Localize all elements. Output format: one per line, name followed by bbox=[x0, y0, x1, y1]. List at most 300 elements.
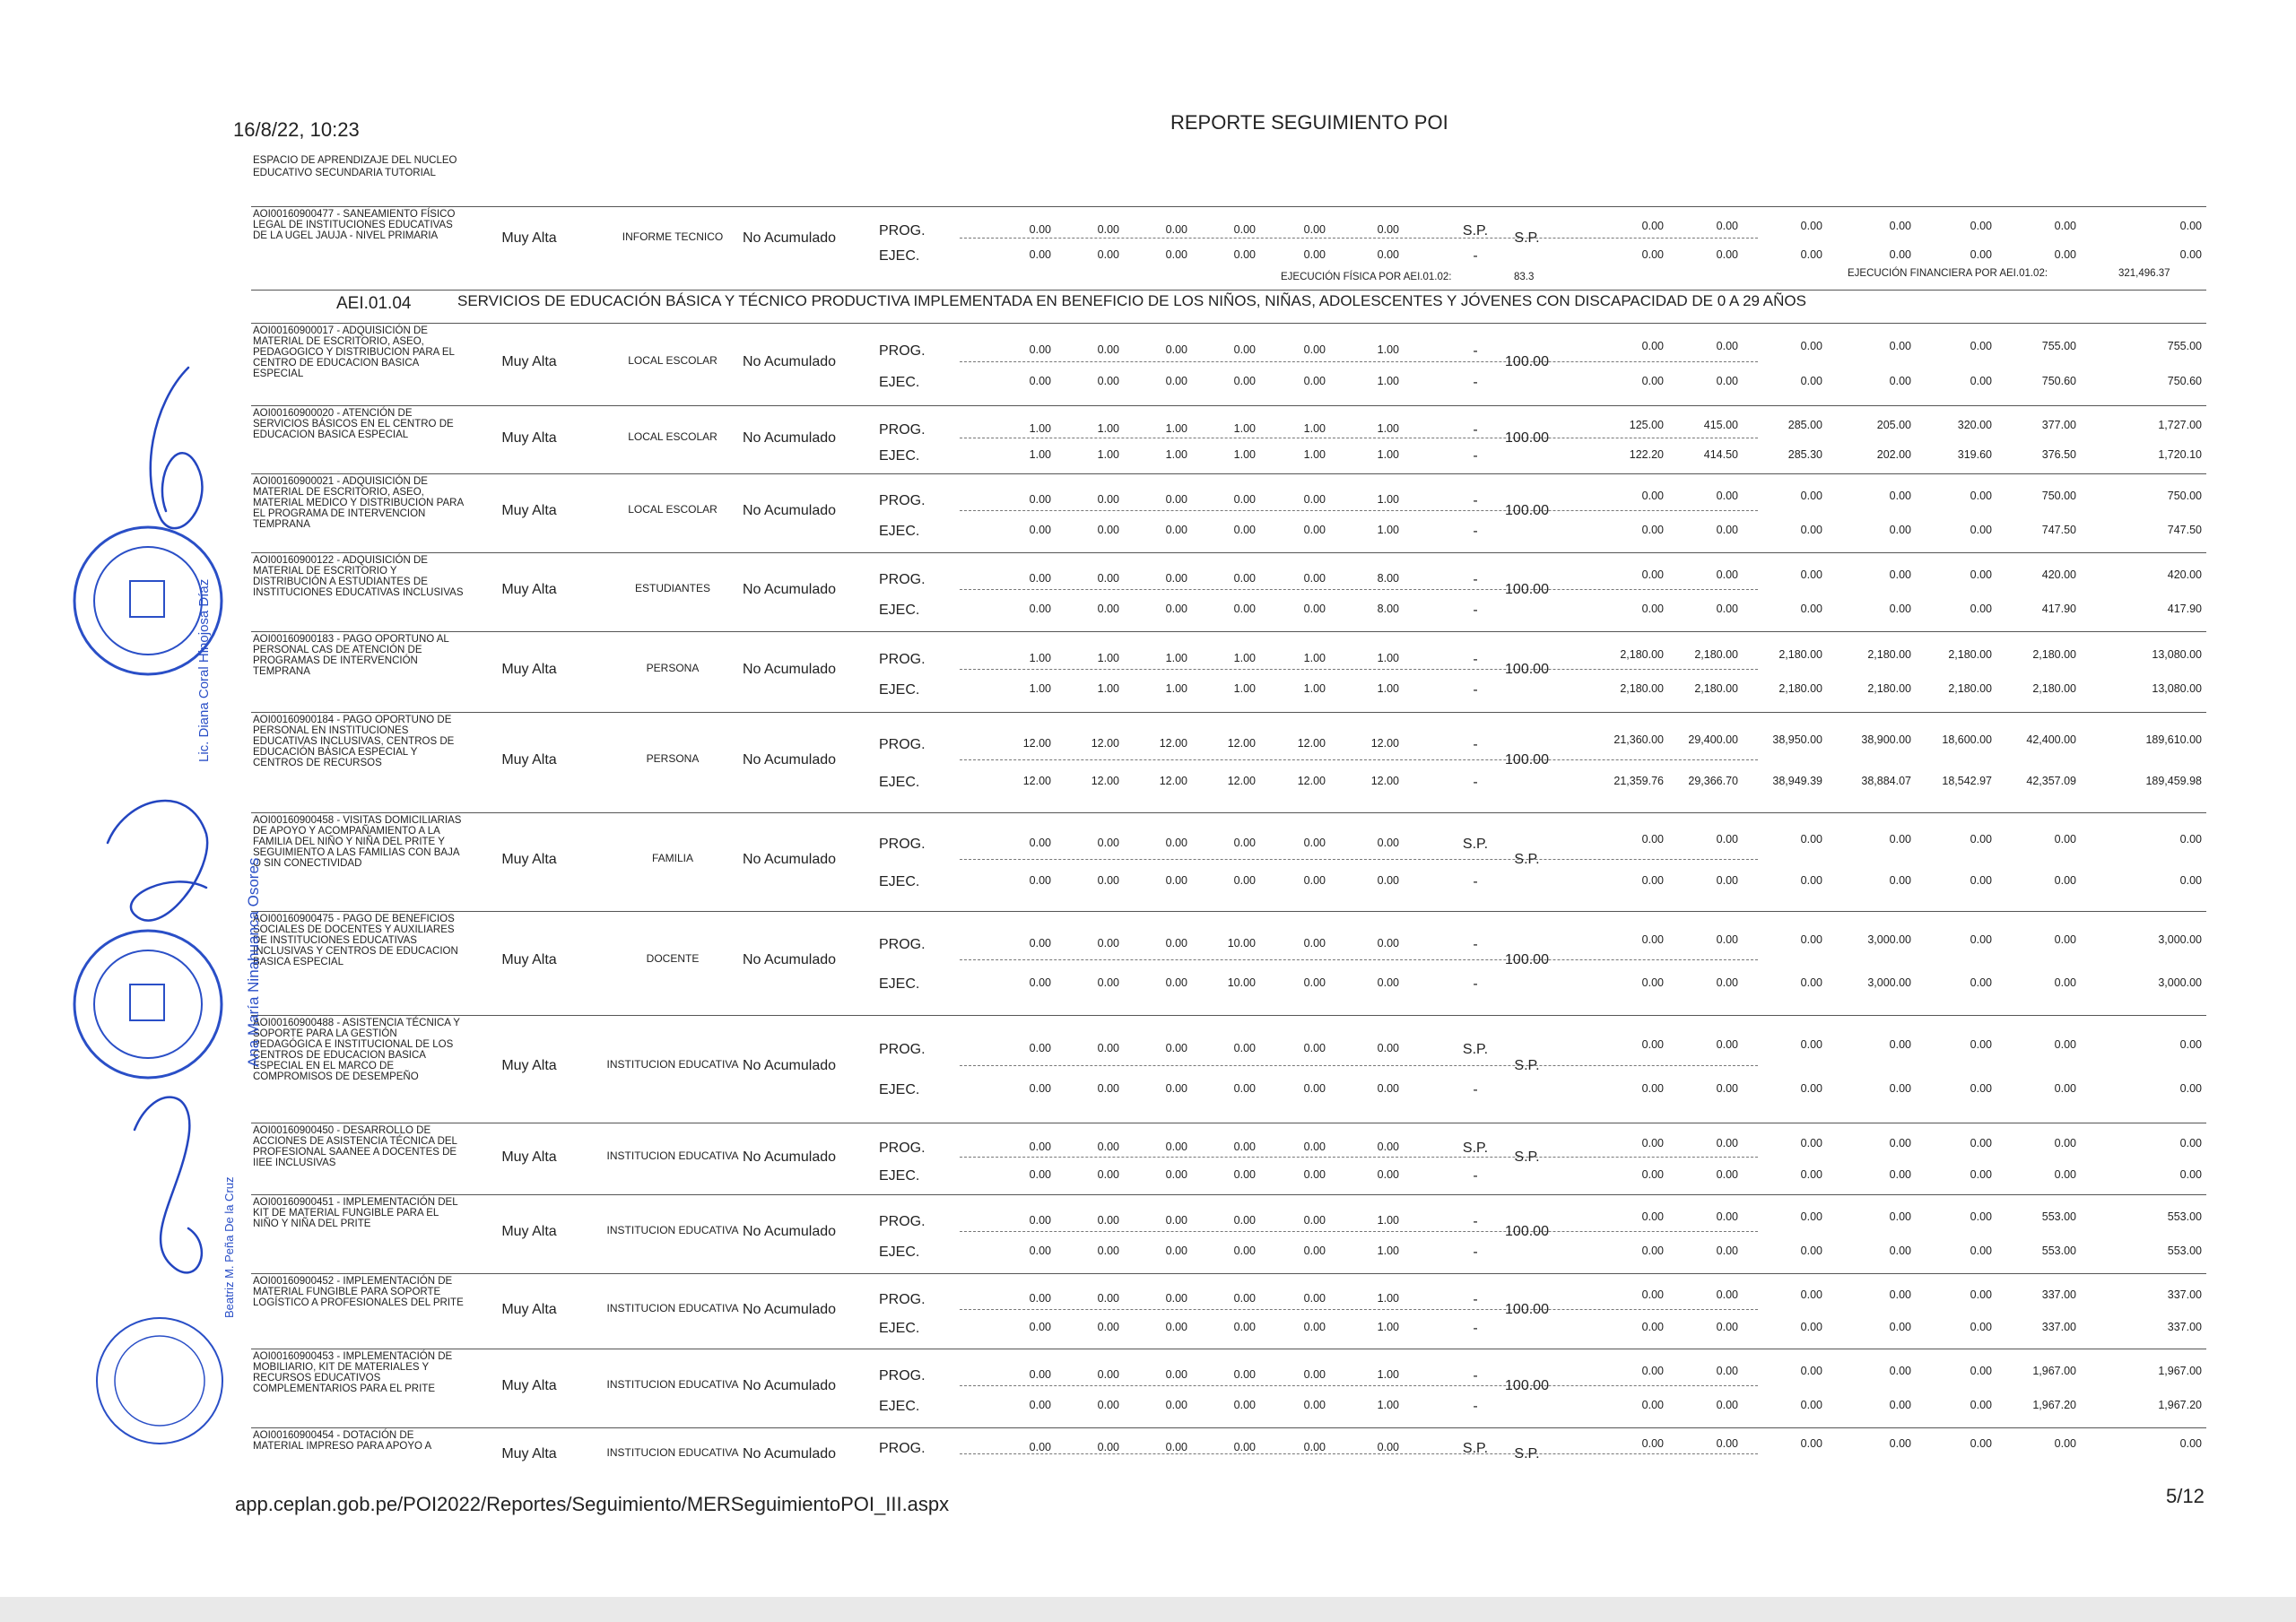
fin-prog-value: 38,950.00 bbox=[1772, 733, 1822, 746]
avance: S.P. bbox=[1514, 230, 1540, 246]
dashed-separator bbox=[960, 959, 1758, 960]
fin-ejec-value: 0.00 bbox=[1641, 1168, 1664, 1181]
prog-value: 0.00 bbox=[1303, 937, 1326, 950]
fin-prog-value: 125.00 bbox=[1629, 419, 1664, 431]
activity-row bbox=[251, 206, 2206, 273]
prog-value: 0.00 bbox=[1029, 1368, 1051, 1381]
fin-prog-value: 320.00 bbox=[1957, 419, 1992, 431]
prog-value: 0.00 bbox=[1165, 1214, 1187, 1227]
ejec-value: 0.00 bbox=[1233, 248, 1256, 261]
dashed-separator bbox=[960, 1065, 1758, 1066]
fin-ejec-value: 0.00 bbox=[1716, 976, 1738, 989]
prog-value: 0.00 bbox=[1165, 1141, 1187, 1153]
priority: Muy Alta bbox=[501, 230, 557, 246]
ejec-flag: - bbox=[1473, 1321, 1478, 1336]
prog-value: 0.00 bbox=[1377, 837, 1399, 849]
activity-code: AOI00160900454 - DOTACIÓN DE MATERIAL IMPRESO PARA APOYO A bbox=[253, 1430, 432, 1452]
ejec-value: 0.00 bbox=[1029, 874, 1051, 887]
fin-prog-value: 0.00 bbox=[1889, 833, 1911, 846]
meta-flag: - bbox=[1473, 652, 1478, 667]
fin-prog-value: 337.00 bbox=[2167, 1288, 2202, 1301]
prog-value: 0.00 bbox=[1377, 937, 1399, 950]
fin-prog-value: 0.00 bbox=[1716, 1038, 1738, 1051]
fin-ejec-value: 0.00 bbox=[2054, 248, 2076, 261]
avance: 100.00 bbox=[1505, 1378, 1549, 1393]
fin-ejec-value: 0.00 bbox=[1641, 1321, 1664, 1333]
prog-value: 0.00 bbox=[1233, 493, 1256, 506]
ejec-value: 1.00 bbox=[1233, 448, 1256, 461]
fin-prog-value: 420.00 bbox=[2167, 568, 2202, 581]
fin-prog-value: 0.00 bbox=[1970, 220, 1992, 232]
prog-value: 0.00 bbox=[1029, 1441, 1051, 1453]
unit-of-measure: LOCAL ESCOLAR bbox=[628, 354, 718, 367]
fin-prog-value: 2,180.00 bbox=[1779, 648, 1822, 661]
fin-ejec-value: 417.90 bbox=[2041, 603, 2076, 615]
fin-ejec-value: 0.00 bbox=[1800, 603, 1822, 615]
fin-ejec-value: 0.00 bbox=[1970, 976, 1992, 989]
fin-ejec-value: 0.00 bbox=[1970, 603, 1992, 615]
ejec-value: 0.00 bbox=[1303, 1321, 1326, 1333]
activity-row bbox=[251, 1015, 2206, 1123]
prog-value: 0.00 bbox=[1097, 493, 1119, 506]
priority: Muy Alta bbox=[501, 852, 557, 867]
fin-ejec-value: 0.00 bbox=[1641, 1399, 1664, 1411]
prog-value: 0.00 bbox=[1233, 837, 1256, 849]
prog-value: 0.00 bbox=[1165, 937, 1187, 950]
ejec-value: 0.00 bbox=[1165, 1168, 1187, 1181]
activity-code: AOI00160900475 - PAGO DE BENEFICIOS SOCIALES DE DOCENTES Y AUXILIARES DE INSTITUCIONES EDUCATIVAS INCLUSIVAS Y CENTROS DE EDUCACION BASICA ESPECIAL bbox=[253, 914, 458, 967]
ejec-value: 0.00 bbox=[1097, 603, 1119, 615]
ejec-label: EJEC. bbox=[879, 775, 920, 790]
ejec-value: 1.00 bbox=[1029, 682, 1051, 695]
activity-row bbox=[251, 323, 2206, 406]
fin-prog-value: 0.00 bbox=[2054, 1038, 2076, 1051]
priority: Muy Alta bbox=[501, 752, 557, 768]
fin-prog-value: 0.00 bbox=[1970, 1365, 1992, 1377]
ejec-flag: - bbox=[1473, 1082, 1478, 1097]
fin-ejec-value: 2,180.00 bbox=[1867, 682, 1911, 695]
fin-prog-value: 0.00 bbox=[1889, 1437, 1911, 1450]
activity-row bbox=[251, 1194, 2206, 1274]
prog-value: 1.00 bbox=[1303, 422, 1326, 435]
fin-ejec-value: 1,967.20 bbox=[2032, 1399, 2076, 1411]
activity-row bbox=[251, 1427, 2206, 1482]
activity-code: AOI00160900021 - ADQUISICIÓN DE MATERIAL DE ESCRITORIO, ASEO, MATERIAL MEDICO Y DISTRIBUCION PARA EL PROGRAMA DE INTERVENCION TEMPRANA bbox=[253, 476, 464, 530]
unit-of-measure: INSTITUCION EDUCATIVA bbox=[606, 1378, 739, 1391]
report-datetime: 16/8/22, 10:23 bbox=[233, 118, 360, 141]
fin-ejec-value: 21,359.76 bbox=[1613, 775, 1664, 787]
seal-3-outer bbox=[97, 1318, 222, 1444]
prog-value: 0.00 bbox=[1165, 1042, 1187, 1054]
fin-prog-value: 1,967.00 bbox=[2158, 1365, 2202, 1377]
fin-ejec-value: 0.00 bbox=[1800, 1245, 1822, 1257]
fin-ejec-value: 0.00 bbox=[1889, 1168, 1911, 1181]
fin-ejec-value: 376.50 bbox=[2041, 448, 2076, 461]
fin-prog-value: 0.00 bbox=[2179, 1038, 2202, 1051]
prog-value: 0.00 bbox=[1097, 1141, 1119, 1153]
prog-value: 0.00 bbox=[1303, 1292, 1326, 1305]
fin-prog-value: 750.00 bbox=[2041, 490, 2076, 502]
prog-value: 0.00 bbox=[1097, 343, 1119, 356]
ejec-value: 0.00 bbox=[1303, 1082, 1326, 1095]
prog-value: 0.00 bbox=[1029, 837, 1051, 849]
ejec-label: EJEC. bbox=[879, 1168, 920, 1184]
ejec-value: 0.00 bbox=[1165, 375, 1187, 387]
ejec-label: EJEC. bbox=[879, 976, 920, 992]
ejec-value: 0.00 bbox=[1097, 1399, 1119, 1411]
ejec-value: 0.00 bbox=[1165, 1321, 1187, 1333]
meta-flag: - bbox=[1473, 1214, 1478, 1229]
ejec-value: 0.00 bbox=[1233, 375, 1256, 387]
activity-row bbox=[251, 812, 2206, 912]
ejec-flag: - bbox=[1473, 682, 1478, 698]
unit-of-measure: INSTITUCION EDUCATIVA bbox=[606, 1224, 739, 1236]
ejec-value: 0.00 bbox=[1029, 1399, 1051, 1411]
dashed-separator bbox=[960, 1157, 1758, 1158]
prog-value: 0.00 bbox=[1233, 1368, 1256, 1381]
fin-prog-value: 0.00 bbox=[1970, 1288, 1992, 1301]
fin-prog-value: 18,600.00 bbox=[1942, 733, 1992, 746]
prog-value: 1.00 bbox=[1233, 422, 1256, 435]
ejec-value: 0.00 bbox=[1165, 603, 1187, 615]
fin-prog-value: 0.00 bbox=[1970, 1437, 1992, 1450]
fin-prog-value: 2,180.00 bbox=[2032, 648, 2076, 661]
ejec-value: 1.00 bbox=[1097, 448, 1119, 461]
prog-value: 0.00 bbox=[1029, 1141, 1051, 1153]
dashed-separator bbox=[960, 669, 1758, 670]
fin-prog-value: 377.00 bbox=[2041, 419, 2076, 431]
fin-prog-value: 0.00 bbox=[1716, 1137, 1738, 1149]
prog-value: 0.00 bbox=[1097, 1042, 1119, 1054]
ejec-value: 0.00 bbox=[1097, 1245, 1119, 1257]
exec-fisica-value: 83.3 bbox=[1514, 272, 1535, 282]
prog-value: 1.00 bbox=[1377, 1292, 1399, 1305]
fin-prog-value: 38,900.00 bbox=[1861, 733, 1911, 746]
ejec-value: 0.00 bbox=[1303, 524, 1326, 536]
prog-value: 0.00 bbox=[1029, 343, 1051, 356]
ejec-value: 0.00 bbox=[1097, 375, 1119, 387]
fin-ejec-value: 38,884.07 bbox=[1861, 775, 1911, 787]
fin-prog-value: 42,400.00 bbox=[2026, 733, 2076, 746]
priority: Muy Alta bbox=[501, 662, 557, 677]
prog-value: 0.00 bbox=[1097, 1441, 1119, 1453]
prog-value: 0.00 bbox=[1233, 1292, 1256, 1305]
ejec-flag: - bbox=[1473, 874, 1478, 889]
accumulation-type: No Acumulado bbox=[742, 952, 837, 967]
fin-prog-value: 0.00 bbox=[1889, 340, 1911, 352]
dashed-separator bbox=[960, 589, 1758, 590]
meta-flag: - bbox=[1473, 1292, 1478, 1307]
fin-ejec-value: 0.00 bbox=[1641, 1082, 1664, 1095]
fin-ejec-value: 0.00 bbox=[1970, 248, 1992, 261]
ejec-flag: - bbox=[1473, 1168, 1478, 1184]
prog-value: 0.00 bbox=[1165, 493, 1187, 506]
ejec-label: EJEC. bbox=[879, 1082, 920, 1097]
prog-value: 0.00 bbox=[1165, 343, 1187, 356]
prog-label: PROG. bbox=[879, 422, 926, 438]
fin-ejec-value: 1,720.10 bbox=[2158, 448, 2202, 461]
meta-flag: - bbox=[1473, 493, 1478, 508]
accumulation-type: No Acumulado bbox=[742, 1224, 837, 1239]
prog-value: 1.00 bbox=[1097, 422, 1119, 435]
fin-prog-value: 1,967.00 bbox=[2032, 1365, 2076, 1377]
fin-ejec-value: 0.00 bbox=[1716, 524, 1738, 536]
prog-value: 0.00 bbox=[1097, 837, 1119, 849]
unit-of-measure: INFORME TECNICO bbox=[622, 230, 724, 243]
fin-ejec-value: 122.20 bbox=[1629, 448, 1664, 461]
accumulation-type: No Acumulado bbox=[742, 1058, 837, 1073]
ejec-label: EJEC. bbox=[879, 524, 920, 539]
fin-ejec-value: 189,459.98 bbox=[2145, 775, 2202, 787]
svg-text:Beatriz M. Peña De la Cruz: Beatriz M. Peña De la Cruz bbox=[222, 1176, 236, 1318]
fin-prog-value: 0.00 bbox=[1889, 1038, 1911, 1051]
fin-ejec-value: 0.00 bbox=[1889, 1399, 1911, 1411]
prog-value: 1.00 bbox=[1303, 652, 1326, 664]
meta-flag: - bbox=[1473, 1368, 1478, 1383]
fin-prog-value: 0.00 bbox=[1970, 340, 1992, 352]
prog-label: PROG. bbox=[879, 937, 926, 952]
fin-ejec-value: 0.00 bbox=[2179, 874, 2202, 887]
ejec-value: 1.00 bbox=[1165, 448, 1187, 461]
priority: Muy Alta bbox=[501, 1149, 557, 1165]
fin-prog-value: 0.00 bbox=[1641, 1038, 1664, 1051]
prog-label: PROG. bbox=[879, 737, 926, 752]
fin-prog-value: 21,360.00 bbox=[1613, 733, 1664, 746]
activity-row bbox=[251, 1349, 2206, 1428]
ejec-value: 0.00 bbox=[1165, 524, 1187, 536]
fin-prog-value: 2,180.00 bbox=[1867, 648, 1911, 661]
fin-prog-value: 0.00 bbox=[1889, 1288, 1911, 1301]
fin-ejec-value: 0.00 bbox=[1800, 874, 1822, 887]
fin-ejec-value: 202.00 bbox=[1876, 448, 1911, 461]
prog-value: 0.00 bbox=[1377, 1042, 1399, 1054]
ejec-value: 0.00 bbox=[1097, 524, 1119, 536]
fin-prog-value: 0.00 bbox=[1889, 490, 1911, 502]
fin-ejec-value: 0.00 bbox=[1641, 603, 1664, 615]
ejec-flag: - bbox=[1473, 448, 1478, 464]
dashed-separator bbox=[960, 1385, 1758, 1386]
dashed-separator bbox=[960, 759, 1758, 760]
prog-label: PROG. bbox=[879, 1141, 926, 1156]
priority: Muy Alta bbox=[501, 1224, 557, 1239]
activity-row bbox=[251, 1273, 2206, 1349]
fin-ejec-value: 0.00 bbox=[1970, 874, 1992, 887]
fin-prog-value: 2,180.00 bbox=[1694, 648, 1738, 661]
activity-code: AOI00160900122 - ADQUISICIÓN DE MATERIAL DE ESCRITORIO Y DISTRIBUCIÓN A ESTUDIANTES DE INSTITUCIONES EDUCATIVAS INCLUSIVAS bbox=[253, 555, 464, 598]
accumulation-type: No Acumulado bbox=[742, 752, 837, 768]
meta-flag: - bbox=[1473, 572, 1478, 587]
ejec-value: 0.00 bbox=[1029, 524, 1051, 536]
fin-prog-value: 0.00 bbox=[1800, 1437, 1822, 1450]
activity-code: AOI00160900020 - ATENCIÓN DE SERVICIOS BÁSICOS EN EL CENTRO DE EDUCACION BASICA ESPECIAL bbox=[253, 408, 454, 440]
ejec-value: 1.00 bbox=[1303, 682, 1326, 695]
fin-prog-value: 0.00 bbox=[1716, 340, 1738, 352]
fin-ejec-value: 0.00 bbox=[1716, 1245, 1738, 1257]
prog-value: 1.00 bbox=[1377, 422, 1399, 435]
prog-value: 12.00 bbox=[1159, 737, 1187, 750]
ejec-value: 0.00 bbox=[1029, 248, 1051, 261]
fin-prog-value: 0.00 bbox=[1970, 933, 1992, 946]
ejec-value: 12.00 bbox=[1022, 775, 1051, 787]
avance: 100.00 bbox=[1505, 1302, 1549, 1317]
fin-prog-value: 3,000.00 bbox=[2158, 933, 2202, 946]
dashed-separator bbox=[960, 1453, 1758, 1454]
prog-label: PROG. bbox=[879, 1042, 926, 1057]
prog-value: 0.00 bbox=[1303, 1042, 1326, 1054]
fin-ejec-value: 0.00 bbox=[1716, 603, 1738, 615]
prog-value: 0.00 bbox=[1029, 223, 1051, 236]
prog-value: 0.00 bbox=[1303, 1441, 1326, 1453]
accumulation-type: No Acumulado bbox=[742, 503, 837, 518]
ejec-value: 0.00 bbox=[1377, 1168, 1399, 1181]
prog-value: 1.00 bbox=[1097, 652, 1119, 664]
prog-value: 0.00 bbox=[1233, 572, 1256, 585]
ejec-value: 0.00 bbox=[1165, 248, 1187, 261]
prog-value: 0.00 bbox=[1097, 572, 1119, 585]
fin-prog-value: 0.00 bbox=[2054, 1137, 2076, 1149]
fin-ejec-value: 0.00 bbox=[1889, 603, 1911, 615]
fin-prog-value: 0.00 bbox=[1889, 1137, 1911, 1149]
fin-ejec-value: 0.00 bbox=[1641, 874, 1664, 887]
fin-prog-value: 0.00 bbox=[1800, 1210, 1822, 1223]
fin-prog-value: 3,000.00 bbox=[1867, 933, 1911, 946]
dashed-separator bbox=[960, 238, 1758, 239]
fin-prog-value: 0.00 bbox=[1800, 568, 1822, 581]
avance: S.P. bbox=[1514, 1058, 1540, 1073]
fin-prog-value: 0.00 bbox=[1641, 220, 1664, 232]
activity-code: AOI00160900451 - IMPLEMENTACIÓN DEL KIT DE MATERIAL FUNGIBLE PARA EL NIÑO Y NIÑA DEL PRITE bbox=[253, 1197, 458, 1229]
prog-value: 0.00 bbox=[1303, 223, 1326, 236]
fin-prog-value: 0.00 bbox=[2054, 833, 2076, 846]
ejec-label: EJEC. bbox=[879, 375, 920, 390]
ejec-value: 0.00 bbox=[1029, 1245, 1051, 1257]
unit-of-measure: INSTITUCION EDUCATIVA bbox=[606, 1058, 739, 1071]
ejec-value: 1.00 bbox=[1377, 682, 1399, 695]
prog-value: 0.00 bbox=[1165, 837, 1187, 849]
priority: Muy Alta bbox=[501, 1446, 557, 1462]
prog-value: 0.00 bbox=[1377, 1441, 1399, 1453]
fin-ejec-value: 0.00 bbox=[2054, 976, 2076, 989]
unit-of-measure: ESTUDIANTES bbox=[634, 582, 710, 594]
unit-of-measure: INSTITUCION EDUCATIVA bbox=[606, 1446, 739, 1459]
fin-ejec-value: 0.00 bbox=[1970, 1082, 1992, 1095]
prog-label: PROG. bbox=[879, 223, 926, 239]
fin-prog-value: 1,727.00 bbox=[2158, 419, 2202, 431]
ejec-value: 0.00 bbox=[1097, 1082, 1119, 1095]
prog-value: 1.00 bbox=[1029, 422, 1051, 435]
exec-fisica-label: EJECUCIÓN FÍSICA POR AEI.01.02: bbox=[1281, 272, 1452, 282]
ejec-value: 12.00 bbox=[1370, 775, 1399, 787]
footer-url: app.ceplan.gob.pe/POI2022/Reportes/Seguimiento/MERSeguimientoPOI_III.aspx bbox=[235, 1493, 950, 1515]
prog-value: 0.00 bbox=[1303, 493, 1326, 506]
fin-ejec-value: 0.00 bbox=[2179, 1082, 2202, 1095]
meta-flag: S.P. bbox=[1462, 1042, 1489, 1057]
activity-code: AOI00160900184 - PAGO OPORTUNO DE PERSONAL EN INSTITUCIONES EDUCATIVAS INCLUSIVAS, CENTROS DE EDUCACIÓN BÁSICA ESPECIAL Y CENTROS DE RECURSOS bbox=[253, 715, 455, 768]
ejec-value: 0.00 bbox=[1233, 1399, 1256, 1411]
ejec-value: 0.00 bbox=[1097, 248, 1119, 261]
ejec-value: 0.00 bbox=[1029, 1321, 1051, 1333]
fin-ejec-value: 0.00 bbox=[1716, 1399, 1738, 1411]
accumulation-type: No Acumulado bbox=[742, 1378, 837, 1393]
ejec-value: 1.00 bbox=[1377, 1399, 1399, 1411]
fin-ejec-value: 337.00 bbox=[2167, 1321, 2202, 1333]
seal-2-outer bbox=[74, 931, 222, 1078]
fin-ejec-value: 0.00 bbox=[1889, 375, 1911, 387]
prog-value: 0.00 bbox=[1097, 1368, 1119, 1381]
prog-value: 0.00 bbox=[1377, 223, 1399, 236]
prog-value: 1.00 bbox=[1377, 1214, 1399, 1227]
fin-prog-value: 0.00 bbox=[1641, 833, 1664, 846]
exec-financiera-value: 321,496.37 bbox=[2118, 268, 2170, 279]
ejec-value: 0.00 bbox=[1303, 976, 1326, 989]
fin-prog-value: 0.00 bbox=[2054, 1437, 2076, 1450]
fin-prog-value: 0.00 bbox=[1641, 1210, 1664, 1223]
ejec-value: 0.00 bbox=[1165, 976, 1187, 989]
fin-ejec-value: 2,180.00 bbox=[1779, 682, 1822, 695]
ejec-value: 1.00 bbox=[1377, 524, 1399, 536]
section-header-aei-01-04 bbox=[251, 290, 2206, 313]
dashed-separator bbox=[960, 361, 1758, 362]
activity-code: AOI00160900477 - SANEAMIENTO FÍSICO LEGAL DE INSTITUCIONES EDUCATIVAS DE LA UGEL JAUJA - NIVEL PRIMARIA bbox=[253, 209, 456, 241]
avance: 100.00 bbox=[1505, 752, 1549, 768]
fin-ejec-value: 0.00 bbox=[1970, 1245, 1992, 1257]
activity-row bbox=[251, 1123, 2206, 1195]
dashed-separator bbox=[960, 1309, 1758, 1310]
meta-flag: S.P. bbox=[1462, 837, 1489, 852]
fin-prog-value: 0.00 bbox=[1889, 220, 1911, 232]
ejec-value: 1.00 bbox=[1377, 1321, 1399, 1333]
ejec-value: 12.00 bbox=[1091, 775, 1119, 787]
ejec-flag: - bbox=[1473, 1245, 1478, 1260]
prog-value: 1.00 bbox=[1029, 652, 1051, 664]
fin-prog-value: 0.00 bbox=[1970, 1038, 1992, 1051]
unit-of-measure: LOCAL ESCOLAR bbox=[628, 430, 718, 443]
prog-value: 1.00 bbox=[1377, 343, 1399, 356]
ejec-label: EJEC. bbox=[879, 248, 920, 264]
ejec-value: 0.00 bbox=[1303, 1168, 1326, 1181]
fin-prog-value: 0.00 bbox=[1800, 833, 1822, 846]
ejec-value: 0.00 bbox=[1303, 1399, 1326, 1411]
fin-prog-value: 0.00 bbox=[1970, 1137, 1992, 1149]
prog-value: 0.00 bbox=[1233, 1141, 1256, 1153]
prog-value: 0.00 bbox=[1303, 1368, 1326, 1381]
fin-prog-value: 0.00 bbox=[2054, 220, 2076, 232]
prog-value: 1.00 bbox=[1377, 493, 1399, 506]
prog-value: 10.00 bbox=[1227, 937, 1256, 950]
prog-value: 0.00 bbox=[1165, 1292, 1187, 1305]
fin-prog-value: 0.00 bbox=[2179, 1137, 2202, 1149]
fin-ejec-value: 18,542.97 bbox=[1942, 775, 1992, 787]
fin-prog-value: 0.00 bbox=[1889, 1365, 1911, 1377]
activity-row bbox=[251, 631, 2206, 713]
prog-value: 0.00 bbox=[1303, 343, 1326, 356]
ejec-value: 1.00 bbox=[1377, 375, 1399, 387]
fin-prog-value: 750.00 bbox=[2167, 490, 2202, 502]
ejec-value: 0.00 bbox=[1233, 874, 1256, 887]
ejec-value: 0.00 bbox=[1303, 375, 1326, 387]
priority: Muy Alta bbox=[501, 1302, 557, 1317]
ejec-value: 0.00 bbox=[1097, 874, 1119, 887]
fin-ejec-value: 2,180.00 bbox=[1620, 682, 1664, 695]
accumulation-type: No Acumulado bbox=[742, 354, 837, 369]
ejec-value: 0.00 bbox=[1233, 1245, 1256, 1257]
fin-ejec-value: 553.00 bbox=[2041, 1245, 2076, 1257]
fin-ejec-value: 0.00 bbox=[1800, 1399, 1822, 1411]
fin-prog-value: 0.00 bbox=[1889, 1210, 1911, 1223]
accumulation-type: No Acumulado bbox=[742, 662, 837, 677]
ejec-label: EJEC. bbox=[879, 874, 920, 889]
avance: 100.00 bbox=[1505, 430, 1549, 446]
